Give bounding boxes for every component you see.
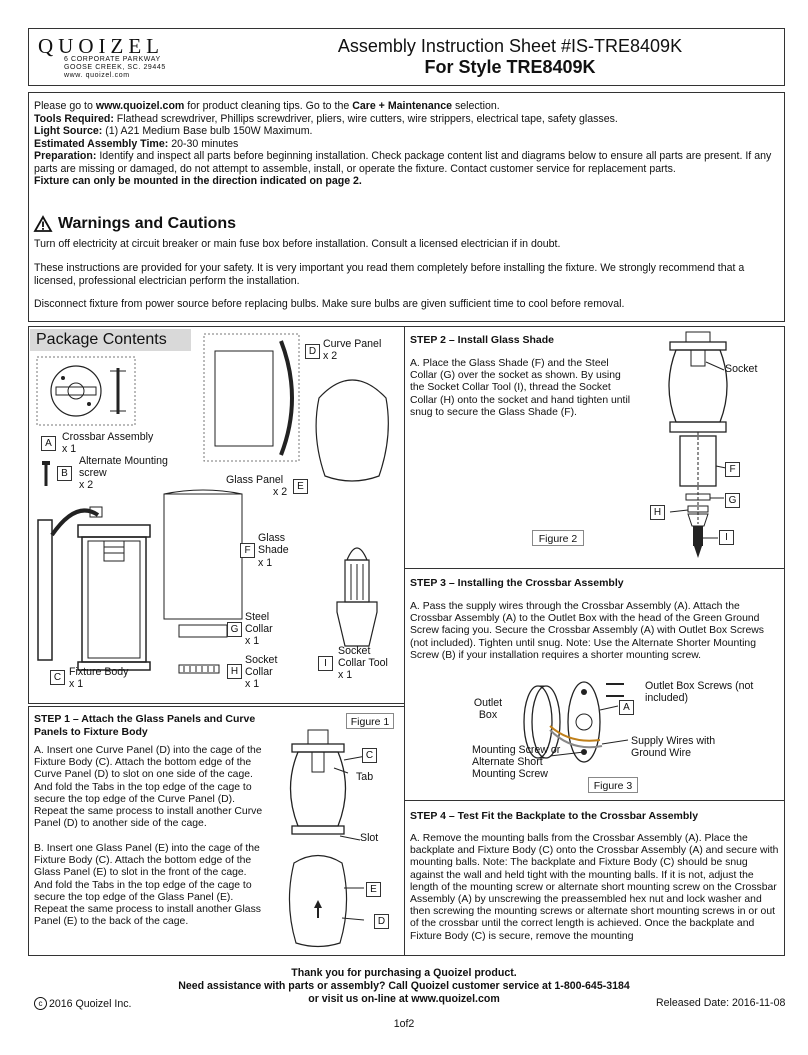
fig3-label-mounting-screw: Mounting Screw or Alternate Short Mounting Screw [472, 744, 561, 780]
tools-text: Flathead screwdriver, Phillips screwdriver, pliers, wire cutters, wire strippers, electrical tape, safety glasses. [113, 112, 618, 125]
item-name-i: Socket Collar Tool [338, 645, 388, 669]
item-name-c: Fixture Body [69, 666, 129, 678]
crossbar-assembly-illustration [36, 356, 136, 426]
figure-1-label: Figure 1 [346, 713, 394, 729]
fixture-body-illustration [36, 495, 156, 675]
package-title: Package Contents [30, 329, 191, 351]
light-label: Light Source: [34, 125, 103, 137]
tools-label: Tools Required: [34, 112, 114, 125]
step2-text-a: A. Place the Glass Shade (F) and the Steel Collar (G) over the socket as shown. By using the Socket Collar Tool (I), thread the Socket Collar (H) onto the socket and hand tighten until snug to secure the Glass Shade (F). [410, 358, 631, 418]
warning-p3: Disconnect fixture from power source before replacing bulbs. Make sure bulbs are given sufficient time to cool before removal. [34, 298, 625, 310]
fig2-label-g: G [725, 493, 740, 508]
item-name-e: Glass Panel [226, 474, 284, 486]
footer-assist: Need assistance with parts or assembly? Call Quoizel customer service at 1-800-645-3184 [178, 980, 630, 992]
item-qty-d: x 2 [323, 350, 338, 362]
item-letter-g: G [227, 622, 242, 637]
warnings-heading [34, 215, 236, 233]
intro-text [34, 100, 786, 188]
step4-heading: STEP 4 – Test Fit the Backplate to the Crossbar Assembly [410, 810, 699, 822]
item-name-f: Glass Shade [258, 532, 289, 556]
figure-3-label: Figure 3 [588, 777, 638, 793]
item-letter-i: I [318, 656, 333, 671]
fig2-label-h: H [650, 505, 665, 520]
fig3-label-outlet-screws: Outlet Box Screws (not included) [645, 680, 754, 704]
step1-text-a: A. Insert one Curve Panel (D) into the cage of the Fixture Body (C). Attach the bottom edge of the Curve Panel (D) to slot on one side of the cage. And fold the Tabs in the top edge of the cage to secure the top edge of the Curve Panel (D). Repeat the same process to install another Curve Panel (D) to another side of the cage. [34, 745, 263, 830]
care-maintenance-label: Care + Maintenance [352, 100, 452, 112]
item-qty-a: x 1 [62, 443, 77, 455]
copyright-text: 2016 Quoizel Inc. [49, 997, 132, 1010]
style-title: For Style TRE8409K [424, 57, 596, 77]
glass-panel-illustration [163, 490, 243, 620]
time-label: Estimated Assembly Time: [34, 137, 169, 150]
step4-text-a: A. Remove the mounting balls from the Crossbar Assembly (A). Place the backplate and Fixture Body (C) onto the Crossbar Assembly (A) and secure with mounting balls. Note: The backplate and Fixture Body (C) should be snug against the wall and held tight with the mounting balls. If it is not, adjust the length of the mounting screw or alternate short mounting screw on the Crossbar Assembly (A) by unscrewing the preassembled hex nut and lock washer and then screwing the mounting screws or alternate short mounting screws in or out of the crossbar until the correct length is achieved. Once the backplate and Fixture Body (C) is secure, remove the mounting [410, 833, 779, 942]
item-qty-g: x 1 [245, 635, 260, 647]
item-letter-e: E [293, 479, 308, 494]
fig2-label-i: I [719, 530, 734, 545]
item-qty-e: x 2 [273, 486, 288, 498]
intro-line1-post: selection. [452, 100, 500, 112]
time-text: 20-30 minutes [168, 137, 239, 150]
item-qty-f: x 1 [258, 557, 273, 569]
item-qty-b: x 2 [79, 479, 94, 491]
intro-line1-pre: Please go to [34, 100, 96, 112]
socket-collar-tool-illustration [335, 540, 379, 650]
fig3-label-a: A [619, 700, 634, 715]
item-name-d: Curve Panel [323, 338, 382, 350]
item-name-h: Socket Collar [245, 654, 278, 678]
figure-2-label: Figure 2 [532, 530, 584, 546]
item-letter-d: D [305, 344, 320, 359]
fig1-label-tab: Tab [356, 771, 374, 783]
address-line-2: GOOSE CREEK, SC. 29445 [64, 64, 166, 71]
copyright [34, 997, 131, 1010]
item-qty-h: x 1 [245, 678, 260, 690]
fig3-label-outlet-box: Outlet Box [473, 697, 503, 721]
light-text: (1) A21 Medium Base bulb 150W Maximum. [102, 125, 313, 137]
address-line-3: www. quoizel.com [64, 72, 130, 79]
prep-text: Identify and inspect all parts before beginning installation. Check package content list and diagrams below to ensure all parts are present. If any parts are missing or damaged, do not attempt to assemble, install, or operate the fixture. Contact customer service for replacement parts. [34, 150, 772, 175]
warning-p2: These instructions are provided for your safety. It is very important you read them completely before installing the fixture. We strongly recommend that a licensed, professional electrician perform the installation. [34, 262, 745, 287]
mount-note: Fixture can only be mounted in the direction indicated on page 2. [34, 175, 362, 187]
fig1-label-e: E [366, 882, 381, 897]
page-number: 1of2 [393, 1018, 415, 1030]
step1-text-b: B. Insert one Glass Panel (E) into the cage of the Fixture Body (C). Attach the bottom edge of the Glass Panel (E) to slot in the front of the cage. And fold the Tabs in the top edge of the cage to secure the top edge of the Glass Panel (E). Repeat the same process to install another Glass Panel (E) to the back of the cage. [34, 843, 261, 928]
item-name-b: Alternate Mounting screw [79, 455, 168, 479]
figure1-illustration [278, 728, 368, 953]
document-title: Assembly Instruction Sheet #IS-TRE8409K [337, 36, 683, 56]
fig3-label-supply-wires: Supply Wires with Ground Wire [631, 735, 716, 759]
item-letter-f: F [240, 543, 255, 558]
item-letter-b: B [57, 466, 72, 481]
curve-panel-illustration [203, 333, 303, 463]
item-letter-a: A [41, 436, 56, 451]
fig1-label-c: C [362, 748, 377, 763]
item-letter-c: C [50, 670, 65, 685]
step2-heading: STEP 2 – Install Glass Shade [410, 334, 554, 346]
brand-logo: QUOIZEL [38, 34, 164, 58]
website-link[interactable]: www.quoizel.com [95, 100, 185, 112]
prep-label: Preparation: [34, 150, 97, 162]
warnings-title: Warnings and Cautions [58, 215, 237, 232]
fig1-label-slot: Slot [360, 832, 379, 844]
item-qty-i: x 1 [338, 669, 353, 681]
step3-heading: STEP 3 – Installing the Crossbar Assembly [410, 577, 624, 589]
warning-icon [34, 216, 52, 232]
fig2-label-socket: Socket [725, 363, 758, 375]
step3-text-a: A. Pass the supply wires through the Crossbar Assembly (A). Attach the Crossbar Assembly (A) to the Outlet Box with the head of the Green Ground Screw facing you. Secure the Crossbar Assembly (A) with Outlet Box Screws (not included). Tighten until snug. Note: Use the Alternate Shorter Mounting Screw (B) if your installation requires a shorter mounting screw. [410, 601, 764, 661]
fig1-label-d: D [374, 914, 389, 929]
socket-collar-illustration [178, 664, 220, 674]
mounting-screw-icon [42, 461, 50, 487]
released-date: Released Date: 2016-11-08 [656, 997, 786, 1009]
steel-collar-illustration [178, 624, 228, 638]
item-name-a: Crossbar Assembly [62, 431, 154, 443]
curved-glass-illustration [315, 368, 390, 483]
address-line-1: 6 CORPORATE PARKWAY [64, 56, 161, 63]
intro-line1-mid: for product cleaning tips. Go to the [184, 100, 353, 112]
fig2-label-f: F [725, 462, 740, 477]
item-name-g: Steel Collar [245, 611, 273, 635]
footer-online[interactable]: or visit us on-line at www.quoizel.com [308, 993, 500, 1005]
warning-p1: Turn off electricity at circuit breaker or main fuse box before installation. Consult a licensed electrician if in doubt. [34, 238, 561, 250]
item-letter-h: H [227, 664, 242, 679]
item-qty-c: x 1 [69, 678, 84, 690]
step1-heading: STEP 1 – Attach the Glass Panels and Curve Panels to Fixture Body [34, 713, 256, 738]
footer-thanks: Thank you for purchasing a Quoizel product. [291, 967, 517, 979]
copyright-icon: c [34, 997, 47, 1010]
